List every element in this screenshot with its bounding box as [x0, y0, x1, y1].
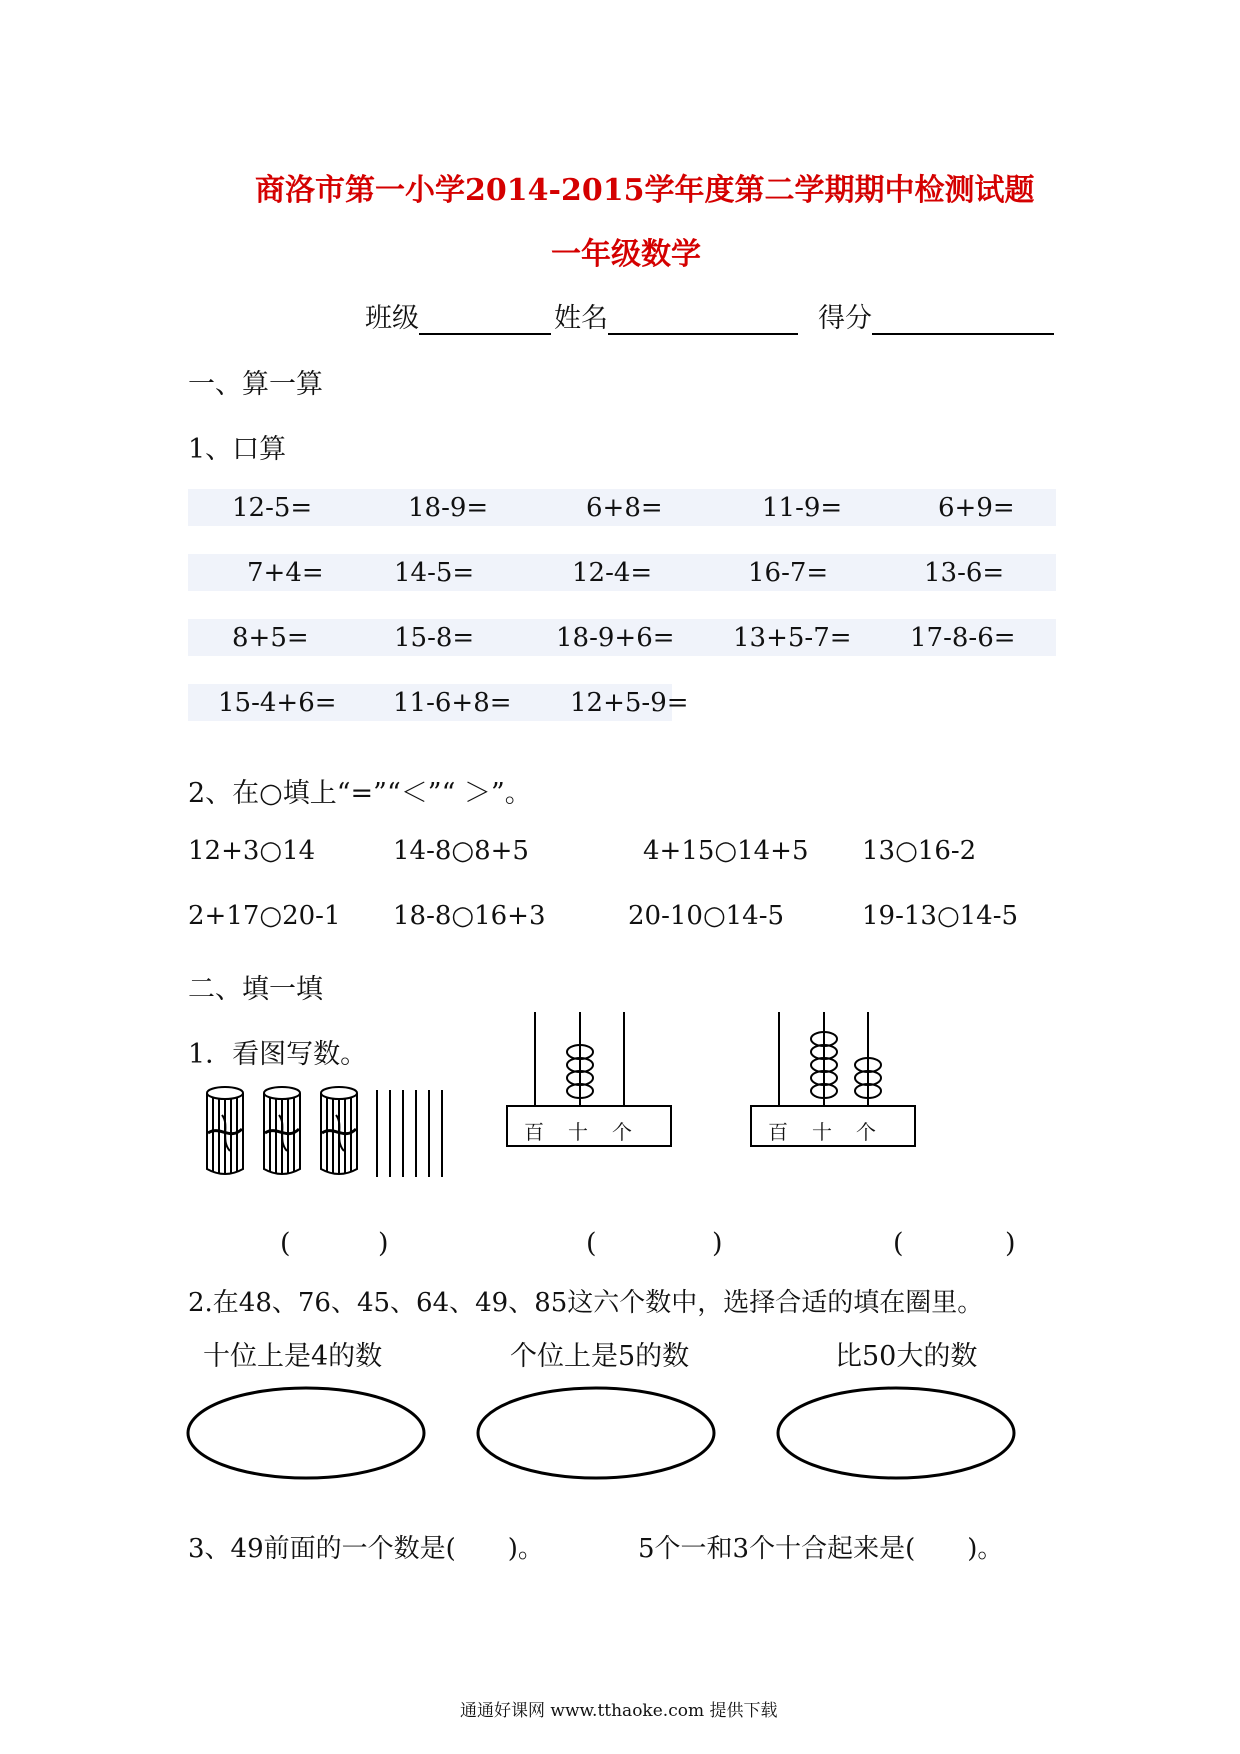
compare-item: 18-8○16+3 — [393, 901, 546, 931]
answer-blank-open: ( — [280, 1228, 291, 1259]
compare-item: 4+15○14+5 — [643, 836, 809, 866]
arith-item: 14-5= — [394, 558, 475, 588]
s2-q2-heading: 2.在48、76、45、64、49、85这六个数中，选择合适的填在圈里。 — [188, 1288, 984, 1318]
exam-subtitle: 一年级数学 — [551, 237, 701, 272]
answer-blank-open: ( — [586, 1228, 597, 1259]
arith-item: 12-4= — [572, 558, 653, 588]
answer-oval — [478, 1388, 714, 1478]
arith-item: 17-8-6= — [910, 623, 1016, 653]
arith-item: 13+5-7= — [733, 623, 852, 653]
category-label: 个位上是5的数 — [510, 1341, 690, 1372]
arith-item: 8+5= — [232, 623, 309, 653]
arith-item: 11-6+8= — [393, 688, 512, 718]
answer-blank-close: ) — [378, 1228, 389, 1259]
compare-item: 20-10○14-5 — [628, 901, 785, 931]
s2-q3-part1: 3、49前面的一个数是( )。 — [188, 1534, 544, 1564]
compare-item: 12+3○14 — [188, 836, 316, 866]
abacus-1-label-tens: 十 — [568, 1120, 588, 1144]
name-label: 姓名 — [554, 303, 608, 334]
abacus-2-label-ones: 个 — [856, 1120, 876, 1144]
s2-q1-heading: 1．看图写数。 — [188, 1039, 368, 1070]
answer-blank-close: ) — [712, 1228, 723, 1259]
compare-item: 14-8○8+5 — [393, 836, 529, 866]
category-label: 比50大的数 — [835, 1341, 978, 1372]
arith-item: 6+8= — [586, 493, 663, 523]
s2-q3-part2: 5个一和3个十合起来是( )。 — [638, 1534, 1004, 1564]
arith-item: 15-4+6= — [218, 688, 337, 718]
score-label: 得分 — [818, 303, 872, 334]
arith-item: 12+5-9= — [570, 688, 689, 718]
class-label: 班级 — [365, 303, 419, 334]
arith-item: 6+9= — [938, 493, 1015, 523]
category-label: 十位上是4的数 — [203, 1341, 383, 1372]
arith-item: 18-9= — [408, 493, 489, 523]
answer-blank-close: ) — [1005, 1228, 1016, 1259]
abacus-1-label-ones: 个 — [612, 1120, 632, 1144]
arith-item: 15-8= — [394, 623, 475, 653]
exam-title: 商洛市第一小学2014-2015学年度第二学期期中检测试题 — [255, 173, 1035, 208]
q2-heading: 2、在○填上“=”“＜”“ ＞”。 — [188, 778, 532, 809]
section1-heading: 一、算一算 — [188, 369, 323, 400]
q1-heading: 1、口算 — [188, 434, 287, 465]
abacus-1-label-hundreds: 百 — [524, 1120, 544, 1144]
abacus-2-label-tens: 十 — [812, 1120, 832, 1144]
abacus-2-label-hundreds: 百 — [768, 1120, 788, 1144]
answer-blank-open: ( — [893, 1228, 904, 1259]
arith-item: 7+4= — [247, 558, 324, 588]
answer-oval — [778, 1388, 1014, 1478]
section2-heading: 二、填一填 — [188, 974, 323, 1005]
footer-source: 通通好课网 www.tthaoke.com 提供下载 — [460, 1701, 778, 1721]
arith-item: 12-5= — [232, 493, 313, 523]
compare-item: 13○16-2 — [862, 836, 977, 866]
arith-item: 11-9= — [762, 493, 843, 523]
answer-oval — [188, 1388, 424, 1478]
compare-item: 2+17○20-1 — [188, 901, 341, 931]
arith-item: 13-6= — [924, 558, 1005, 588]
arith-item: 16-7= — [748, 558, 829, 588]
arith-item: 18-9+6= — [556, 623, 675, 653]
compare-item: 19-13○14-5 — [862, 901, 1019, 931]
